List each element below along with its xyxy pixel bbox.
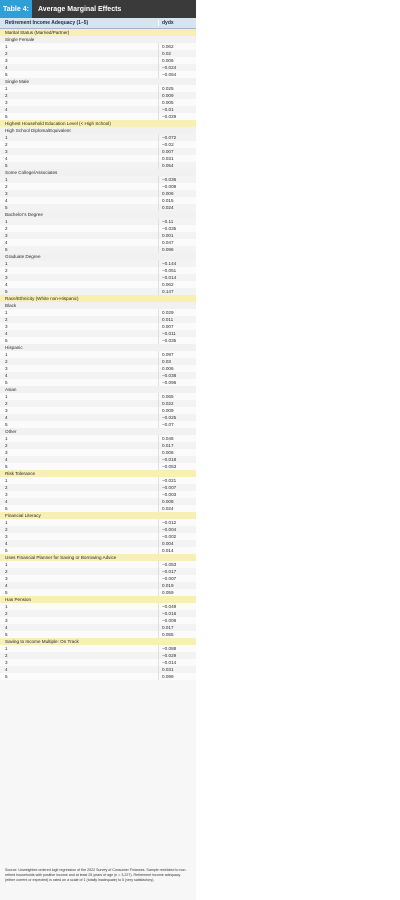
row-value: −0.144	[158, 260, 196, 267]
row-label: 2	[5, 653, 8, 658]
table-row	[0, 603, 196, 610]
row-value: 0.015	[158, 197, 196, 204]
row-label: 4	[5, 625, 8, 630]
row-value: −0.036	[158, 176, 196, 183]
table-row	[0, 316, 196, 323]
table-row	[0, 547, 196, 554]
table-row	[0, 659, 196, 666]
row-value: −0.053	[158, 463, 196, 470]
row-value: −0.096	[158, 379, 196, 386]
row-value: 0.008	[158, 449, 196, 456]
row-label: 2	[5, 142, 8, 147]
table-row	[0, 85, 196, 92]
row-label: 5	[5, 506, 8, 511]
row-value: 0.014	[158, 547, 196, 554]
row-value: 0.025	[158, 85, 196, 92]
section-header-row	[0, 470, 196, 477]
row-label: 3	[5, 576, 8, 581]
row-label: 1	[5, 219, 8, 224]
row-value: 0.147	[158, 288, 196, 295]
column-header-variable: Retirement Income Adequacy (1–5)	[5, 20, 89, 26]
table-row	[0, 477, 196, 484]
row-value: 0.009	[158, 407, 196, 414]
row-label: 5	[5, 338, 8, 343]
row-value: 0.031	[158, 155, 196, 162]
row-label: Asian	[5, 387, 17, 392]
row-value: 0.004	[158, 540, 196, 547]
table-row	[0, 449, 196, 456]
row-label: 5	[5, 464, 8, 469]
row-label: 5	[5, 114, 8, 119]
row-label: Other	[5, 429, 17, 434]
table-row	[0, 652, 196, 659]
row-label: Has Pension	[5, 597, 32, 602]
section-header-row	[0, 638, 196, 645]
row-label: 5	[5, 590, 8, 595]
table-row	[0, 624, 196, 631]
row-value: 0.007	[158, 323, 196, 330]
row-label: 3	[5, 618, 8, 623]
row-label: 2	[5, 226, 8, 231]
table-row	[0, 281, 196, 288]
row-label: 3	[5, 275, 8, 280]
column-header-row	[0, 18, 196, 29]
table-row	[0, 540, 196, 547]
row-value: 0.046	[158, 435, 196, 442]
row-value: −0.053	[158, 561, 196, 568]
table-row	[0, 435, 196, 442]
row-value: 0.007	[158, 148, 196, 155]
subgroup-row	[0, 169, 196, 176]
row-value: −0.002	[158, 533, 196, 540]
row-value: 0.065	[158, 393, 196, 400]
table-row	[0, 666, 196, 673]
row-value: −0.035	[158, 337, 196, 344]
row-label: 1	[5, 310, 8, 315]
row-label: 3	[5, 450, 8, 455]
table-row	[0, 421, 196, 428]
row-label: High School Diploma/Equivalent	[5, 128, 71, 133]
section-header-row	[0, 29, 196, 36]
row-label: 3	[5, 58, 8, 63]
row-value: 0.006	[158, 365, 196, 372]
table-row	[0, 491, 196, 498]
table-row	[0, 330, 196, 337]
subgroup-row	[0, 386, 196, 393]
table-row	[0, 274, 196, 281]
row-value: −0.01	[158, 106, 196, 113]
row-value: −0.009	[158, 183, 196, 190]
row-label: 1	[5, 177, 8, 182]
table-row	[0, 463, 196, 470]
row-value: 0.019	[158, 582, 196, 589]
row-label: Financial Literacy	[5, 513, 41, 518]
row-label: 5	[5, 674, 8, 679]
table-row	[0, 414, 196, 421]
section-header-row	[0, 295, 196, 302]
table-row	[0, 92, 196, 99]
row-label: 1	[5, 261, 8, 266]
table-row	[0, 204, 196, 211]
row-value: 0.005	[158, 99, 196, 106]
row-value: 0.006	[158, 190, 196, 197]
row-label: 1	[5, 86, 8, 91]
row-value: −0.014	[158, 274, 196, 281]
table-row	[0, 582, 196, 589]
row-label: 1	[5, 562, 8, 567]
table-row	[0, 631, 196, 638]
row-label: 1	[5, 478, 8, 483]
row-label: 1	[5, 352, 8, 357]
table-row	[0, 673, 196, 680]
row-label: 2	[5, 359, 8, 364]
table-row	[0, 141, 196, 148]
row-label: 3	[5, 233, 8, 238]
section-header-row	[0, 554, 196, 561]
row-value: 0.062	[158, 43, 196, 50]
table-title-bar	[0, 0, 196, 18]
row-label: 4	[5, 156, 8, 161]
row-value: 0.024	[158, 505, 196, 512]
table-row	[0, 288, 196, 295]
row-label: 5	[5, 548, 8, 553]
row-value: 0.001	[158, 232, 196, 239]
row-label: 1	[5, 44, 8, 49]
row-label: 4	[5, 457, 8, 462]
row-value: 0.008	[158, 498, 196, 505]
row-label: 2	[5, 51, 8, 56]
row-label: 5	[5, 289, 8, 294]
row-value: −0.007	[158, 575, 196, 582]
row-value: 0.011	[158, 316, 196, 323]
row-label: 3	[5, 149, 8, 154]
row-value: −0.049	[158, 603, 196, 610]
row-value: 0.047	[158, 239, 196, 246]
row-value: 0.024	[158, 204, 196, 211]
row-label: 2	[5, 611, 8, 616]
row-value: 0.017	[158, 442, 196, 449]
section-header-row	[0, 512, 196, 519]
table-row	[0, 589, 196, 596]
row-label: Marital Status (Married/Partner)	[5, 30, 70, 35]
table-row	[0, 505, 196, 512]
row-value: −0.035	[158, 225, 196, 232]
table-row	[0, 519, 196, 526]
table-row	[0, 379, 196, 386]
table-row	[0, 372, 196, 379]
row-label: Some College/Associates	[5, 170, 58, 175]
table-row	[0, 498, 196, 505]
row-label: 3	[5, 660, 8, 665]
table-row	[0, 456, 196, 463]
section-header-row	[0, 120, 196, 127]
row-value: 0.006	[158, 57, 196, 64]
row-value: −0.003	[158, 491, 196, 498]
row-label: 2	[5, 527, 8, 532]
row-value: 0.062	[158, 281, 196, 288]
row-value: −0.011	[158, 330, 196, 337]
table-row	[0, 197, 196, 204]
table-row	[0, 309, 196, 316]
subgroup-row	[0, 428, 196, 435]
row-label: 3	[5, 492, 8, 497]
row-value: −0.038	[158, 372, 196, 379]
row-label: 4	[5, 415, 8, 420]
table-row	[0, 400, 196, 407]
table-row	[0, 155, 196, 162]
row-value: 0.099	[158, 673, 196, 680]
row-label: Single Female	[5, 37, 35, 42]
table-row	[0, 575, 196, 582]
row-value: 0.009	[158, 92, 196, 99]
table-row	[0, 218, 196, 225]
row-label: 2	[5, 268, 8, 273]
row-label: 2	[5, 443, 8, 448]
table-row	[0, 57, 196, 64]
row-label: 3	[5, 534, 8, 539]
row-value: −0.021	[158, 477, 196, 484]
table-row	[0, 71, 196, 78]
row-value: −0.072	[158, 134, 196, 141]
row-label: 1	[5, 520, 8, 525]
row-label: 3	[5, 100, 8, 105]
row-label: 1	[5, 604, 8, 609]
row-value: −0.012	[158, 519, 196, 526]
table-row	[0, 232, 196, 239]
row-label: 4	[5, 541, 8, 546]
table-row	[0, 617, 196, 624]
table-row	[0, 533, 196, 540]
row-value: −0.007	[158, 484, 196, 491]
table-row	[0, 99, 196, 106]
row-value: −0.029	[158, 113, 196, 120]
subgroup-row	[0, 211, 196, 218]
row-value: −0.025	[158, 414, 196, 421]
subgroup-row	[0, 127, 196, 134]
table-row	[0, 239, 196, 246]
row-value: −0.07	[158, 421, 196, 428]
row-label: 4	[5, 373, 8, 378]
row-label: 4	[5, 240, 8, 245]
row-label: 3	[5, 324, 8, 329]
table-row	[0, 358, 196, 365]
table-row	[0, 568, 196, 575]
table-row	[0, 162, 196, 169]
row-label: 3	[5, 366, 8, 371]
row-label: 4	[5, 65, 8, 70]
row-value: 0.029	[158, 309, 196, 316]
row-label: 2	[5, 93, 8, 98]
subgroup-row	[0, 253, 196, 260]
table-row	[0, 183, 196, 190]
row-label: 4	[5, 667, 8, 672]
row-label: Saving to Income Multiple: On Track	[5, 639, 79, 644]
table-row	[0, 43, 196, 50]
row-label: 1	[5, 646, 8, 651]
table-title: Average Marginal Effects	[37, 5, 122, 13]
row-value: −0.11	[158, 218, 196, 225]
row-value: −0.018	[158, 456, 196, 463]
table-number: Table 4:	[0, 0, 32, 18]
table-row	[0, 225, 196, 232]
row-value: 0.059	[158, 589, 196, 596]
row-value: −0.02	[158, 141, 196, 148]
table-body	[0, 29, 196, 680]
row-label: 5	[5, 632, 8, 637]
row-value: −0.008	[158, 617, 196, 624]
row-label: Uses Financial Planner for Saving or Borrowing Advice	[5, 555, 117, 560]
row-label: Hispanic	[5, 345, 23, 350]
row-label: 1	[5, 135, 8, 140]
table-row	[0, 148, 196, 155]
row-label: Highest Household Education Level (< High School)	[5, 121, 111, 126]
row-label: Black	[5, 303, 17, 308]
column-header-dydx: dydx	[158, 20, 196, 26]
table-page	[0, 0, 196, 900]
row-label: 4	[5, 107, 8, 112]
row-value: −0.004	[158, 526, 196, 533]
table-row	[0, 442, 196, 449]
row-label: Risk Tolerance	[5, 471, 36, 476]
row-value: −0.024	[158, 64, 196, 71]
row-label: 4	[5, 583, 8, 588]
row-value: −0.029	[158, 652, 196, 659]
row-label: 5	[5, 380, 8, 385]
subgroup-row	[0, 78, 196, 85]
subgroup-row	[0, 344, 196, 351]
row-value: 0.054	[158, 162, 196, 169]
row-label: 4	[5, 198, 8, 203]
row-label: 5	[5, 205, 8, 210]
row-value: 0.02	[158, 50, 196, 57]
subgroup-row	[0, 36, 196, 43]
row-label: 5	[5, 422, 8, 427]
row-label: 4	[5, 331, 8, 336]
table-row	[0, 134, 196, 141]
table-row	[0, 323, 196, 330]
row-label: 3	[5, 191, 8, 196]
section-header-row	[0, 596, 196, 603]
row-label: 3	[5, 408, 8, 413]
table-row	[0, 190, 196, 197]
table-row	[0, 561, 196, 568]
row-value: −0.017	[158, 568, 196, 575]
row-label: 1	[5, 436, 8, 441]
row-value: −0.016	[158, 610, 196, 617]
row-value: −0.088	[158, 645, 196, 652]
table-row	[0, 246, 196, 253]
table-row	[0, 260, 196, 267]
row-label: 5	[5, 163, 8, 168]
row-label: Graduate Degree	[5, 254, 41, 259]
row-value: −0.014	[158, 659, 196, 666]
row-value: 0.03	[158, 358, 196, 365]
table-row	[0, 407, 196, 414]
table-row	[0, 267, 196, 274]
table-row	[0, 610, 196, 617]
table-row	[0, 351, 196, 358]
row-label: 2	[5, 317, 8, 322]
row-label: 2	[5, 401, 8, 406]
row-value: 0.022	[158, 400, 196, 407]
row-label: 2	[5, 485, 8, 490]
table-row	[0, 484, 196, 491]
subgroup-row	[0, 302, 196, 309]
table-row	[0, 365, 196, 372]
table-row	[0, 393, 196, 400]
table-row	[0, 645, 196, 652]
table-row	[0, 337, 196, 344]
row-value: 0.097	[158, 351, 196, 358]
row-label: 4	[5, 282, 8, 287]
row-label: 5	[5, 247, 8, 252]
table-row	[0, 176, 196, 183]
row-value: −0.064	[158, 71, 196, 78]
table-row	[0, 113, 196, 120]
row-value: 0.017	[158, 624, 196, 631]
row-label: 4	[5, 499, 8, 504]
row-label: 2	[5, 569, 8, 574]
table-row	[0, 106, 196, 113]
row-value: −0.051	[158, 267, 196, 274]
row-value: 0.096	[158, 246, 196, 253]
row-label: 1	[5, 394, 8, 399]
row-label: Single Male	[5, 79, 30, 84]
row-label: Bachelor’s Degree	[5, 212, 43, 217]
row-label: Race/Ethnicity (White non-Hispanic)	[5, 296, 79, 301]
table-row	[0, 50, 196, 57]
row-value: 0.031	[158, 666, 196, 673]
row-label: 5	[5, 72, 8, 77]
table-row	[0, 64, 196, 71]
row-label: 2	[5, 184, 8, 189]
table-row	[0, 526, 196, 533]
source-note: Source: Unweighted ordered logit regression of the 2022 Survey of Consumer Finances. Sample restricted to non-retired households with positive income and at least 25 years of age (n = 3,227). Retirement income adequacy (either current or expected) is rated on a scale of 1 (totally inadequate) to 5 (very satisfactory).	[5, 868, 187, 882]
row-value: 0.055	[158, 631, 196, 638]
